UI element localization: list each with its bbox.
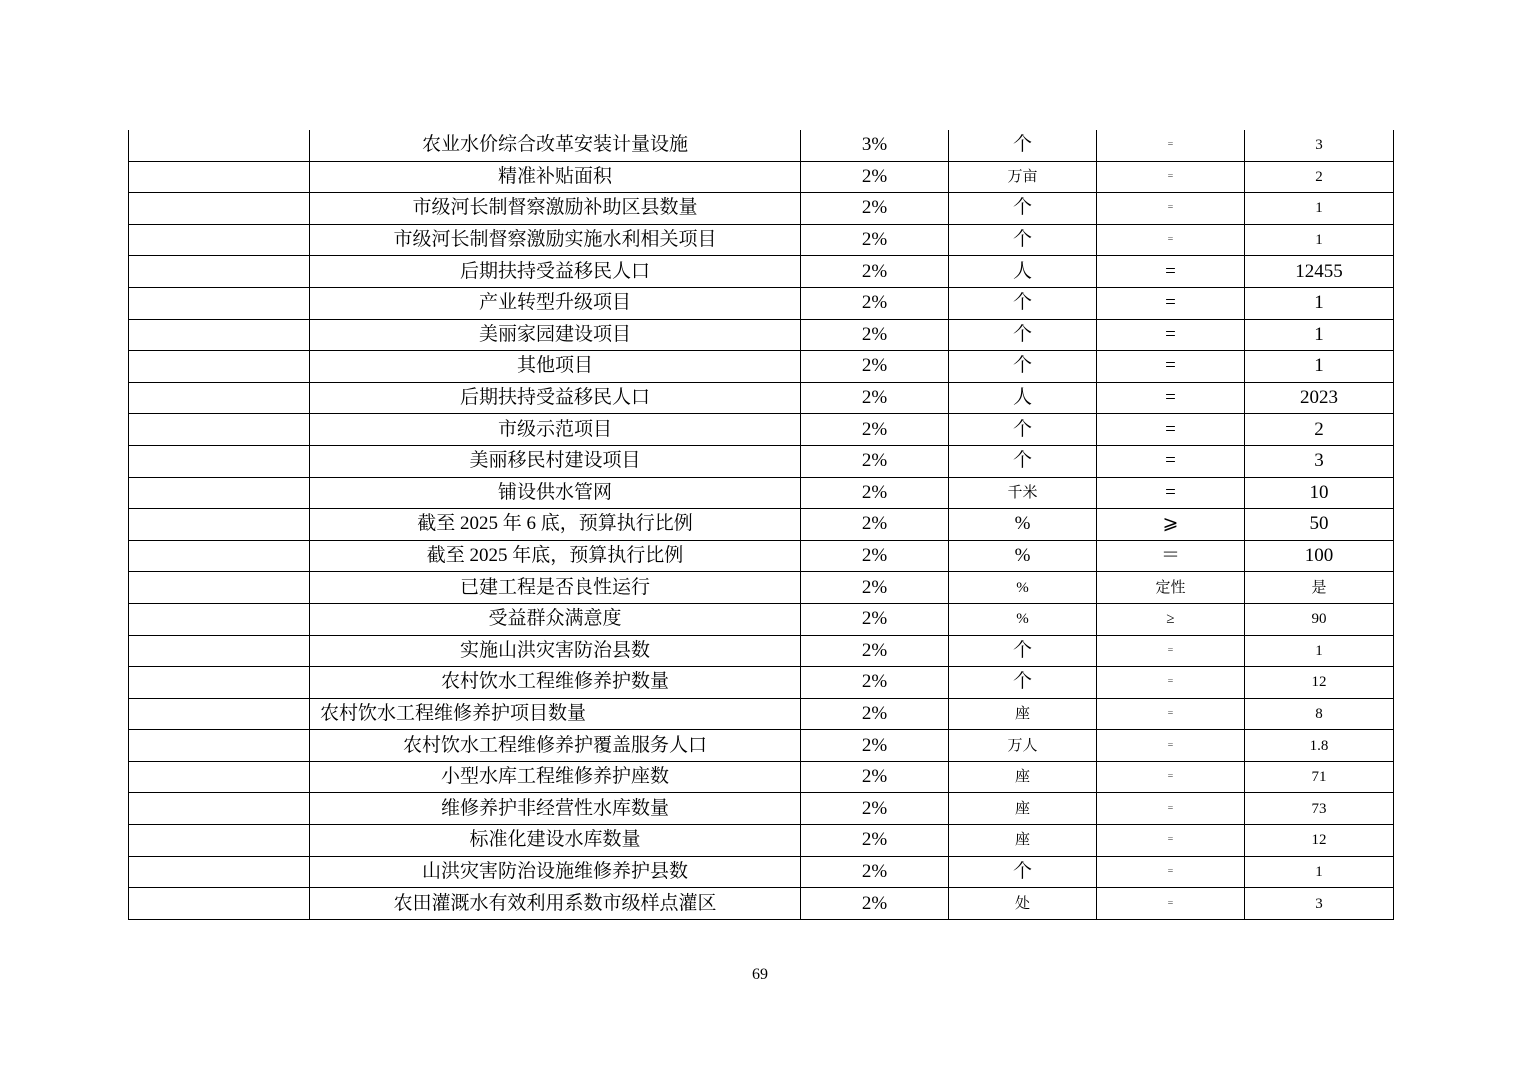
operator-cell: = xyxy=(1097,382,1245,414)
target-value-cell: 100 xyxy=(1245,540,1394,572)
target-value-cell: 2 xyxy=(1245,161,1394,193)
table-row xyxy=(129,224,1394,256)
operator-cell: = xyxy=(1097,667,1245,699)
unit-cell: 个 xyxy=(949,445,1097,477)
weight-cell: 2% xyxy=(801,698,949,730)
target-value-cell: 1 xyxy=(1245,635,1394,667)
unit-cell: % xyxy=(949,540,1097,572)
target-value-cell: 12455 xyxy=(1245,256,1394,288)
target-value-cell: 8 xyxy=(1245,698,1394,730)
table-row xyxy=(129,351,1394,383)
weight-cell: 2% xyxy=(801,761,949,793)
unit-cell: 个 xyxy=(949,414,1097,446)
table-row xyxy=(129,287,1394,319)
category-cell xyxy=(129,224,310,256)
category-cell xyxy=(129,856,310,888)
table-row xyxy=(129,477,1394,509)
table-row xyxy=(129,509,1394,541)
unit-cell: 个 xyxy=(949,635,1097,667)
weight-cell: 2% xyxy=(801,319,949,351)
category-cell xyxy=(129,193,310,225)
operator-cell: = xyxy=(1097,793,1245,825)
unit-cell: 个 xyxy=(949,667,1097,699)
category-cell xyxy=(129,287,310,319)
weight-cell: 2% xyxy=(801,730,949,762)
indicator-name-cell: 铺设供水管网 xyxy=(310,477,801,509)
operator-cell: ＝ xyxy=(1097,540,1245,572)
indicator-name-cell: 农村饮水工程维修养护覆盖服务人口 xyxy=(310,730,801,762)
target-value-cell: 3 xyxy=(1245,130,1394,161)
operator-cell: = xyxy=(1097,130,1245,161)
table-row xyxy=(129,793,1394,825)
table-row xyxy=(129,888,1394,920)
table-row xyxy=(129,256,1394,288)
operator-cell: = xyxy=(1097,635,1245,667)
weight-cell: 2% xyxy=(801,414,949,446)
weight-cell: 2% xyxy=(801,477,949,509)
unit-cell: 座 xyxy=(949,825,1097,857)
category-cell xyxy=(129,572,310,604)
target-value-cell: 1 xyxy=(1245,856,1394,888)
table-row xyxy=(129,730,1394,762)
category-cell xyxy=(129,667,310,699)
indicator-name-cell: 农田灌溉水有效利用系数市级样点灌区 xyxy=(310,888,801,920)
unit-cell: 座 xyxy=(949,761,1097,793)
indicator-name-cell: 美丽移民村建设项目 xyxy=(310,445,801,477)
indicator-name-cell: 标准化建设水库数量 xyxy=(310,825,801,857)
target-value-cell: 2 xyxy=(1245,414,1394,446)
operator-cell: = xyxy=(1097,761,1245,793)
target-value-cell: 是 xyxy=(1245,572,1394,604)
table-row xyxy=(129,761,1394,793)
indicator-name-cell: 市级示范项目 xyxy=(310,414,801,446)
weight-cell: 2% xyxy=(801,572,949,604)
weight-cell: 2% xyxy=(801,856,949,888)
operator-cell: = xyxy=(1097,287,1245,319)
category-cell xyxy=(129,793,310,825)
target-value-cell: 12 xyxy=(1245,825,1394,857)
weight-cell: 2% xyxy=(801,351,949,383)
target-value-cell: 1 xyxy=(1245,193,1394,225)
indicator-name-cell: 维修养护非经营性水库数量 xyxy=(310,793,801,825)
operator-cell: = xyxy=(1097,888,1245,920)
table-row xyxy=(129,698,1394,730)
weight-cell: 2% xyxy=(801,382,949,414)
unit-cell: 座 xyxy=(949,698,1097,730)
target-value-cell: 1 xyxy=(1245,224,1394,256)
table-row xyxy=(129,856,1394,888)
operator-cell: = xyxy=(1097,161,1245,193)
target-value-cell: 10 xyxy=(1245,477,1394,509)
unit-cell: 万人 xyxy=(949,730,1097,762)
unit-cell: 处 xyxy=(949,888,1097,920)
operator-cell: = xyxy=(1097,319,1245,351)
operator-cell: = xyxy=(1097,445,1245,477)
unit-cell: 座 xyxy=(949,793,1097,825)
weight-cell: 2% xyxy=(801,445,949,477)
indicator-name-cell: 精准补贴面积 xyxy=(310,161,801,193)
indicator-name-cell: 市级河长制督察激励实施水利相关项目 xyxy=(310,224,801,256)
table-row xyxy=(129,445,1394,477)
unit-cell: 万亩 xyxy=(949,161,1097,193)
indicator-name-cell: 后期扶持受益移民人口 xyxy=(310,382,801,414)
target-value-cell: 1.8 xyxy=(1245,730,1394,762)
target-value-cell: 71 xyxy=(1245,761,1394,793)
weight-cell: 2% xyxy=(801,509,949,541)
operator-cell: = xyxy=(1097,730,1245,762)
target-value-cell: 90 xyxy=(1245,603,1394,635)
target-value-cell: 1 xyxy=(1245,319,1394,351)
weight-cell: 2% xyxy=(801,635,949,667)
category-cell xyxy=(129,445,310,477)
weight-cell: 2% xyxy=(801,888,949,920)
table-row xyxy=(129,161,1394,193)
category-cell xyxy=(129,761,310,793)
operator-cell: = xyxy=(1097,351,1245,383)
table-row xyxy=(129,414,1394,446)
table-row xyxy=(129,572,1394,604)
table-row xyxy=(129,540,1394,572)
operator-cell: ⩾ xyxy=(1097,509,1245,541)
category-cell xyxy=(129,888,310,920)
unit-cell: 千米 xyxy=(949,477,1097,509)
table-row xyxy=(129,667,1394,699)
indicator-name-cell: 已建工程是否良性运行 xyxy=(310,572,801,604)
indicator-name-cell: 截至 2025 年底，预算执行比例 xyxy=(310,540,801,572)
indicator-name-cell: 山洪灾害防治设施维修养护县数 xyxy=(310,856,801,888)
category-cell xyxy=(129,635,310,667)
category-cell xyxy=(129,509,310,541)
indicator-name-cell: 其他项目 xyxy=(310,351,801,383)
category-cell xyxy=(129,382,310,414)
table-row xyxy=(129,130,1394,161)
category-cell xyxy=(129,825,310,857)
target-value-cell: 1 xyxy=(1245,351,1394,383)
unit-cell: % xyxy=(949,572,1097,604)
weight-cell: 2% xyxy=(801,793,949,825)
category-cell xyxy=(129,540,310,572)
indicator-name-cell: 受益群众满意度 xyxy=(310,603,801,635)
unit-cell: 个 xyxy=(949,130,1097,161)
unit-cell: 个 xyxy=(949,224,1097,256)
weight-cell: 2% xyxy=(801,667,949,699)
category-cell xyxy=(129,130,310,161)
weight-cell: 2% xyxy=(801,603,949,635)
indicator-table-body xyxy=(129,130,1394,919)
table-row xyxy=(129,825,1394,857)
category-cell xyxy=(129,319,310,351)
operator-cell: = xyxy=(1097,477,1245,509)
weight-cell: 2% xyxy=(801,540,949,572)
unit-cell: % xyxy=(949,509,1097,541)
unit-cell: 个 xyxy=(949,193,1097,225)
category-cell xyxy=(129,730,310,762)
operator-cell: = xyxy=(1097,698,1245,730)
indicator-name-cell: 实施山洪灾害防治县数 xyxy=(310,635,801,667)
category-cell xyxy=(129,351,310,383)
target-value-cell: 12 xyxy=(1245,667,1394,699)
unit-cell: 个 xyxy=(949,856,1097,888)
table-row xyxy=(129,635,1394,667)
weight-cell: 3% xyxy=(801,130,949,161)
operator-cell: = xyxy=(1097,193,1245,225)
target-value-cell: 50 xyxy=(1245,509,1394,541)
operator-cell: = xyxy=(1097,256,1245,288)
operator-cell: = xyxy=(1097,856,1245,888)
table-row xyxy=(129,382,1394,414)
operator-cell: = xyxy=(1097,825,1245,857)
indicator-name-cell: 产业转型升级项目 xyxy=(310,287,801,319)
weight-cell: 2% xyxy=(801,825,949,857)
indicator-name-cell: 农业水价综合改革安装计量设施 xyxy=(310,130,801,161)
unit-cell: % xyxy=(949,603,1097,635)
category-cell xyxy=(129,161,310,193)
unit-cell: 个 xyxy=(949,319,1097,351)
unit-cell: 人 xyxy=(949,256,1097,288)
indicator-name-cell: 截至 2025 年 6 底，预算执行比例 xyxy=(310,509,801,541)
weight-cell: 2% xyxy=(801,287,949,319)
indicator-name-cell: 农村饮水工程维修养护数量 xyxy=(310,667,801,699)
category-cell xyxy=(129,603,310,635)
target-value-cell: 2023 xyxy=(1245,382,1394,414)
target-value-cell: 1 xyxy=(1245,287,1394,319)
unit-cell: 个 xyxy=(949,351,1097,383)
category-cell xyxy=(129,256,310,288)
weight-cell: 2% xyxy=(801,256,949,288)
unit-cell: 人 xyxy=(949,382,1097,414)
table-row xyxy=(129,319,1394,351)
operator-cell: 定性 xyxy=(1097,572,1245,604)
table-row xyxy=(129,193,1394,225)
indicator-name-cell: 农村饮水工程维修养护项目数量 xyxy=(310,698,801,730)
weight-cell: 2% xyxy=(801,161,949,193)
table-row xyxy=(129,603,1394,635)
unit-cell: 个 xyxy=(949,287,1097,319)
target-value-cell: 3 xyxy=(1245,888,1394,920)
weight-cell: 2% xyxy=(801,224,949,256)
target-value-cell: 3 xyxy=(1245,445,1394,477)
page-number: 69 xyxy=(752,966,768,983)
operator-cell: = xyxy=(1097,414,1245,446)
category-cell xyxy=(129,698,310,730)
target-value-cell: 73 xyxy=(1245,793,1394,825)
indicator-name-cell: 市级河长制督察激励补助区县数量 xyxy=(310,193,801,225)
operator-cell: ≥ xyxy=(1097,603,1245,635)
indicator-table xyxy=(128,130,1394,920)
indicator-name-cell: 小型水库工程维修养护座数 xyxy=(310,761,801,793)
category-cell xyxy=(129,477,310,509)
indicator-name-cell: 后期扶持受益移民人口 xyxy=(310,256,801,288)
weight-cell: 2% xyxy=(801,193,949,225)
indicator-name-cell: 美丽家园建设项目 xyxy=(310,319,801,351)
category-cell xyxy=(129,414,310,446)
operator-cell: = xyxy=(1097,224,1245,256)
